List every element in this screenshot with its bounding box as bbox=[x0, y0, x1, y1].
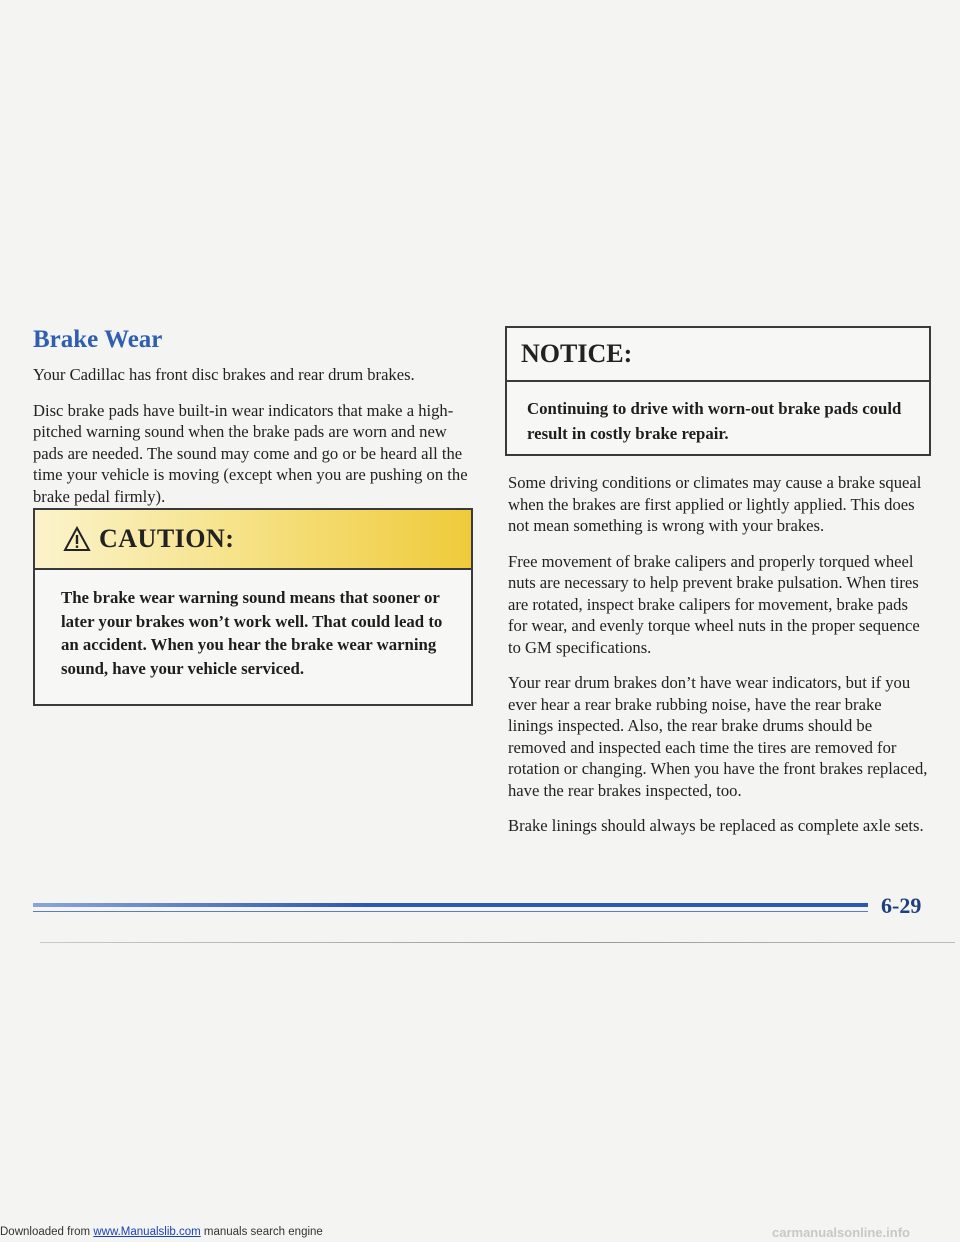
page-title: Brake Wear bbox=[33, 326, 163, 353]
notice-box bbox=[505, 326, 931, 456]
notice-title: NOTICE: bbox=[521, 339, 633, 368]
footer-rule-thin bbox=[33, 911, 868, 912]
brake-squeal-paragraph: Some driving conditions or climates may cause a brake squeal when the brakes are first applied or lightly applied. This does not mean something is wrong with your brakes. bbox=[508, 473, 922, 535]
banner-prefix: Downloaded from bbox=[0, 1226, 94, 1238]
calipers-paragraph: Free movement of brake calipers and properly torqued wheel nuts are necessary to help prevent brake pulsation. When tires are rotated, inspect brake calipers for movement, brake pads for wear, and evenly torque wheel nuts in the proper sequence to GM specifications. bbox=[508, 551, 920, 657]
watermark: carmanualsonline.info bbox=[772, 1225, 910, 1240]
wear-indicator-paragraph: Disc brake pads have built-in wear indicators that make a high-pitched warning sound when the brake pads are worn and new pads are needed. The sound may come and go or be heard all the time your vehicle is moving (except when you are pushing on the brake pedal firmly). bbox=[33, 400, 468, 506]
caution-header bbox=[35, 510, 471, 570]
caution-box bbox=[33, 508, 473, 706]
banner-suffix: manuals search engine bbox=[200, 1226, 323, 1238]
axle-sets-paragraph: Brake linings should always be replaced as complete axle sets. bbox=[508, 816, 924, 835]
notice-text: Continuing to drive with worn-out brake pads could result in costly brake repair. bbox=[527, 399, 902, 443]
left-column bbox=[33, 364, 473, 521]
scan-edge-line bbox=[40, 942, 955, 943]
notice-header bbox=[507, 328, 929, 382]
manualslib-link[interactable]: www.Manualslib.com bbox=[93, 1226, 201, 1238]
right-column bbox=[508, 472, 928, 851]
caution-title: CAUTION: bbox=[99, 524, 235, 553]
drum-brakes-paragraph: Your rear drum brakes don’t have wear indicators, but if you ever hear a rear brake rubbing noise, have the rear brake linings inspected. Also, the rear brake drums should be removed and inspected each time the tires are removed for rotation or changing. When you have the front brakes replaced, have the rear brakes inspected, too. bbox=[508, 673, 928, 800]
download-banner bbox=[0, 1226, 323, 1238]
page-number: 6-29 bbox=[881, 893, 922, 918]
caution-text: The brake wear warning sound means that sooner or later your brakes won’t work well. That could lead to an accident. When you hear the brake wear warning sound, have your vehicle serviced. bbox=[61, 588, 443, 678]
intro-paragraph: Your Cadillac has front disc brakes and rear drum brakes. bbox=[33, 365, 415, 384]
footer-rule-thick bbox=[33, 903, 868, 907]
warning-triangle-icon bbox=[63, 526, 91, 552]
